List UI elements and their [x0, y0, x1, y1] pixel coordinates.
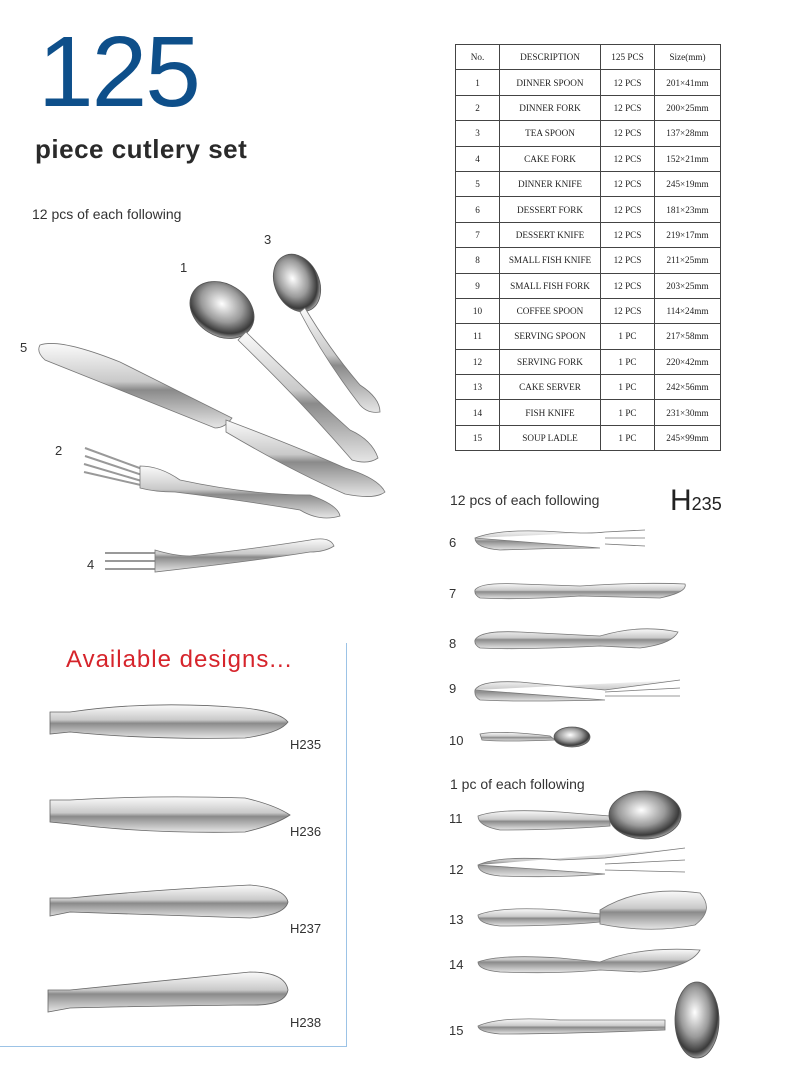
col-description: DESCRIPTION [500, 45, 601, 70]
cell-no: 2 [456, 95, 500, 120]
cell-size: 217×58mm [655, 324, 721, 349]
item-label-11: 11 [449, 811, 463, 826]
cell-description: COFFEE SPOON [500, 298, 601, 323]
cell-no: 10 [456, 298, 500, 323]
cell-size: 201×41mm [655, 70, 721, 95]
col-no: No. [456, 45, 500, 70]
cell-description: SMALL FISH KNIFE [500, 248, 601, 273]
cell-size: 242×56mm [655, 375, 721, 400]
fish-knife-illustration [478, 949, 700, 972]
item-label-14: 14 [449, 957, 464, 972]
cake-server-illustration [478, 891, 706, 929]
cell-description: SERVING FORK [500, 349, 601, 374]
cell-description: DESSERT FORK [500, 197, 601, 222]
cell-no: 5 [456, 171, 500, 196]
cell-no: 9 [456, 273, 500, 298]
col-qty: 125 PCS [601, 45, 655, 70]
cell-qty: 12 PCS [601, 121, 655, 146]
item-label-8: 8 [449, 636, 457, 651]
cell-size: 114×24mm [655, 298, 721, 323]
cell-qty: 1 PC [601, 400, 655, 425]
cell-size: 219×17mm [655, 222, 721, 247]
item-label-13: 13 [449, 912, 464, 927]
page-subtitle: piece cutlery set [35, 134, 248, 164]
group-caption-1: 1 pc of each following [450, 776, 585, 792]
dinner-spoon-illustration [179, 270, 378, 462]
available-designs-title: Available designs... [66, 646, 293, 673]
cell-size: 245×99mm [655, 425, 721, 450]
cell-no: 3 [456, 121, 500, 146]
cell-qty: 1 PC [601, 375, 655, 400]
cell-size: 220×42mm [655, 349, 721, 374]
page-title-number: 125 [38, 16, 199, 128]
cell-qty: 12 PCS [601, 298, 655, 323]
cell-qty: 12 PCS [601, 222, 655, 247]
item-label-5: 5 [20, 340, 28, 355]
cell-qty: 1 PC [601, 324, 655, 349]
cell-no: 13 [456, 375, 500, 400]
cell-qty: 12 PCS [601, 197, 655, 222]
serving-spoon-illustration [478, 791, 681, 839]
cake-fork-illustration [105, 539, 334, 572]
tea-spoon-illustration [264, 247, 380, 413]
cell-description: FISH KNIFE [500, 400, 601, 425]
cell-description: CAKE SERVER [500, 375, 601, 400]
design-label-h236: H236 [290, 824, 322, 839]
soup-ladle-illustration [478, 982, 719, 1058]
design-code-number: 235 [691, 494, 722, 514]
cell-description: DINNER SPOON [500, 70, 601, 95]
item-label-10: 10 [449, 733, 464, 748]
item-label-4: 4 [87, 557, 95, 572]
cell-qty: 12 PCS [601, 273, 655, 298]
cell-no: 14 [456, 400, 500, 425]
cell-no: 11 [456, 324, 500, 349]
cell-size: 211×25mm [655, 248, 721, 273]
design-code-letter: H [670, 484, 692, 517]
serving-fork-illustration [478, 848, 685, 877]
cell-size: 203×25mm [655, 273, 721, 298]
item-label-15: 15 [449, 1023, 464, 1038]
cell-description: SOUP LADLE [500, 425, 601, 450]
cell-description: SERVING SPOON [500, 324, 601, 349]
cell-no: 4 [456, 146, 500, 171]
cell-size: 200×25mm [655, 95, 721, 120]
cell-description: DINNER FORK [500, 95, 601, 120]
cell-size: 245×19mm [655, 171, 721, 196]
item-label-12: 12 [449, 862, 464, 877]
cell-no: 1 [456, 70, 500, 95]
cell-description: DESSERT KNIFE [500, 222, 601, 247]
item-label-1: 1 [180, 260, 188, 275]
col-size: Size(mm) [655, 45, 721, 70]
design-label-h237: H237 [290, 921, 322, 936]
cell-qty: 1 PC [601, 349, 655, 374]
cell-description: CAKE FORK [500, 146, 601, 171]
cell-no: 7 [456, 222, 500, 247]
cell-qty: 12 PCS [601, 146, 655, 171]
coffee-spoon-illustration [480, 727, 590, 747]
group-caption-main: 12 pcs of each following [32, 206, 182, 222]
item-label-9: 9 [449, 681, 457, 696]
dessert-knife-illustration [475, 583, 685, 598]
design-label-h235: H235 [290, 737, 322, 752]
group-caption-12: 12 pcs of each following [450, 492, 600, 508]
cell-qty: 12 PCS [601, 248, 655, 273]
small-fish-knife-illustration [475, 629, 678, 649]
item-label-7: 7 [449, 586, 457, 601]
cell-qty: 12 PCS [601, 95, 655, 120]
cell-size: 152×21mm [655, 146, 721, 171]
cell-qty: 12 PCS [601, 171, 655, 196]
design-label-h238: H238 [290, 1015, 322, 1030]
item-label-2: 2 [55, 443, 63, 458]
cell-no: 12 [456, 349, 500, 374]
available-designs-frame [0, 643, 347, 1047]
cell-description: SMALL FISH FORK [500, 273, 601, 298]
item-label-3: 3 [264, 232, 272, 247]
cell-qty: 1 PC [601, 425, 655, 450]
cell-no: 8 [456, 248, 500, 273]
dessert-fork-illustration [475, 530, 645, 550]
cell-size: 231×30mm [655, 400, 721, 425]
cell-no: 15 [456, 425, 500, 450]
design-code-badge [670, 484, 722, 518]
cell-no: 6 [456, 197, 500, 222]
cell-description: DINNER KNIFE [500, 171, 601, 196]
cell-size: 181×23mm [655, 197, 721, 222]
item-label-6: 6 [449, 535, 457, 550]
small-fish-fork-illustration [475, 680, 680, 701]
cell-qty: 12 PCS [601, 70, 655, 95]
cell-description: TEA SPOON [500, 121, 601, 146]
cell-size: 137×28mm [655, 121, 721, 146]
